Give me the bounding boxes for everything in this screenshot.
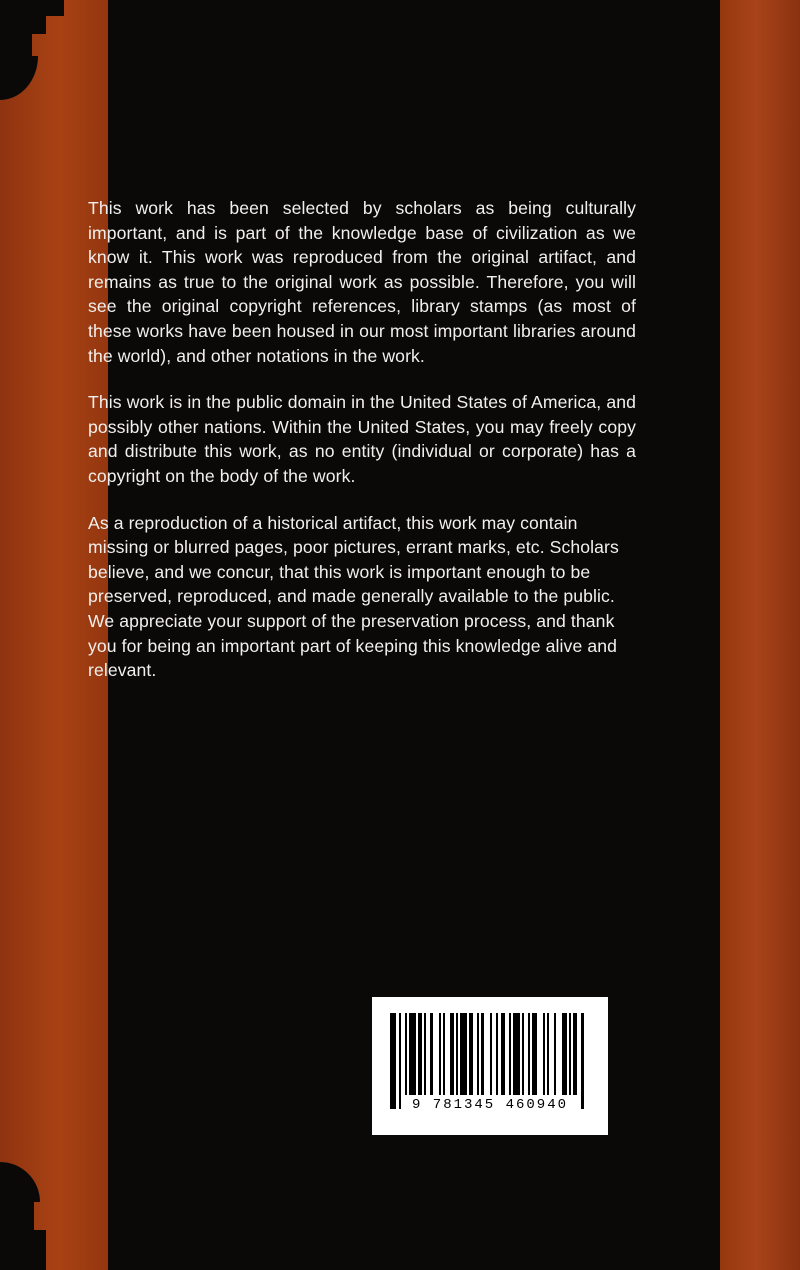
isbn-barcode xyxy=(372,997,608,1135)
cover-frame-right xyxy=(720,0,800,1270)
blurb-paragraph-3: As a reproduction of a historical artifact, this work may contain missing or blurred pages, poor pictures, errant marks, etc. Scholars believe, and we concur, that this work is important enough to be preserved, reproduced, and made generally available to the public. We appreciate your support of the preservation process, and thank you for being an important part of keeping this knowledge alive and relevant. xyxy=(88,512,619,681)
blurb-paragraph-2: This work is in the public domain in the United States of America, and possibly other nations. Within the United States, you may freely copy and distribute this work, as no entity (individual or corporate) has a copyright on the body of the work. xyxy=(88,392,636,486)
barcode-bar xyxy=(584,1013,590,1095)
publisher-blurb xyxy=(88,196,636,683)
barcode-bars xyxy=(390,1013,590,1095)
blurb-paragraph-1: This work has been selected by scholars as being culturally important, and is part of the knowledge base of civilization as we know it. This work was reproduced from the original artifact, and remains as true to the original work as possible. Therefore, you will see the original copyright references, library stamps (as most of these works have been housed in our most important libraries around the world), and other notations in the work. xyxy=(88,198,636,366)
corner-ornament-bottom-left xyxy=(0,1162,108,1270)
corner-ornament-top-left xyxy=(0,0,108,108)
barcode-number: 9 781345 460940 xyxy=(411,1097,569,1113)
